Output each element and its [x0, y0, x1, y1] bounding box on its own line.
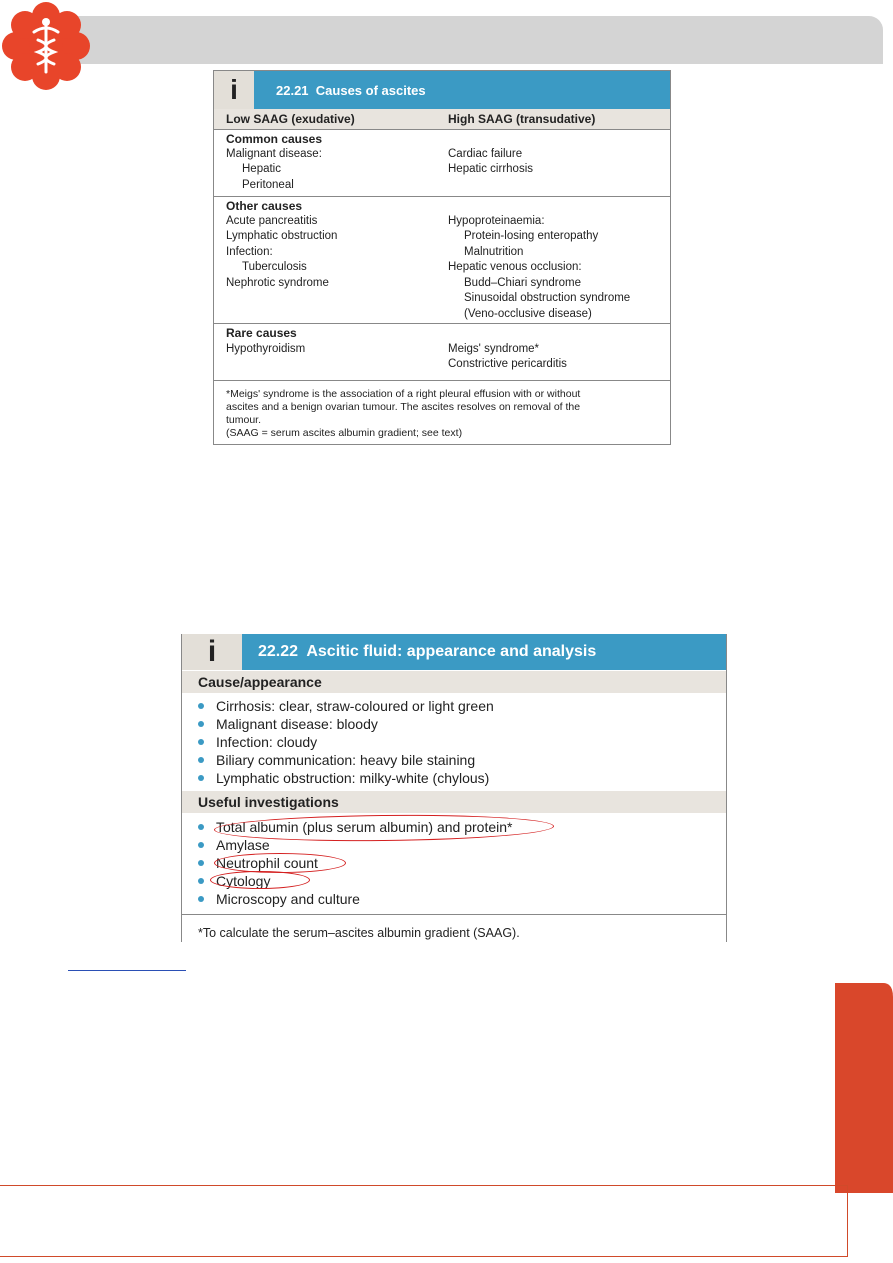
column-header-low-saag: Low SAAG (exudative) — [226, 112, 355, 126]
table-ascitic-fluid-analysis — [181, 634, 727, 942]
table-footnote: *To calculate the serum–ascites albumin gradient (SAAG). — [198, 926, 520, 940]
cause-item: Meigs' syndrome* — [448, 343, 540, 355]
medical-caduceus-logo-icon — [0, 0, 92, 92]
cause-item: (Veno-occlusive disease) — [464, 308, 592, 320]
info-icon: i — [214, 71, 254, 109]
cause-item: Hypothyroidism — [226, 343, 306, 355]
bullet-icon — [198, 842, 204, 848]
header-band — [40, 16, 883, 64]
table-title-text: Causes of ascites — [315, 83, 426, 98]
bullet-icon — [198, 775, 204, 781]
bullet-icon — [198, 824, 204, 830]
footnote-line: (SAAG = serum ascites albumin gradient; see text) — [226, 427, 463, 439]
list-item: Neutrophil count — [198, 854, 318, 872]
cause-item: Constrictive pericarditis — [448, 358, 567, 370]
list-item: Total albumin (plus serum albumin) and protein* — [198, 818, 512, 836]
table-title-text: Ascitic fluid: appearance and analysis — [306, 643, 597, 660]
annotation-ellipse — [210, 871, 310, 889]
cause-item: Hepatic cirrhosis — [448, 163, 533, 175]
bullet-icon — [198, 721, 204, 727]
cause-item: Protein-losing enteropathy — [464, 230, 599, 242]
footnote-line: ascites and a benign ovarian tumour. The ascites resolves on removal of the — [226, 401, 581, 413]
list-item: Cytology — [198, 872, 270, 890]
bullet-icon — [198, 757, 204, 763]
table-number: 22.22 — [258, 643, 299, 660]
cause-item: Malnutrition — [464, 246, 524, 258]
section-heading: Other causes — [226, 199, 303, 213]
bullet-icon — [198, 896, 204, 902]
cause-item: Peritoneal — [242, 179, 294, 191]
cause-item: Nephrotic syndrome — [226, 277, 329, 289]
footer-box — [0, 1185, 848, 1257]
table-header — [182, 634, 726, 670]
list-item: Microscopy and culture — [198, 890, 360, 908]
list-item: Biliary communication: heavy bile staining — [198, 751, 475, 769]
cause-item: Acute pancreatitis — [226, 215, 318, 227]
section-heading: Common causes — [226, 132, 323, 146]
table-footnote — [214, 381, 670, 441]
cause-item: Tuberculosis — [242, 261, 307, 273]
cause-item: Cardiac failure — [448, 148, 523, 160]
underline-mark — [68, 970, 186, 971]
cause-item: Hepatic venous occlusion: — [448, 261, 582, 273]
info-icon: i — [182, 634, 242, 670]
divider — [182, 914, 726, 915]
list-item: Lymphatic obstruction: milky-white (chylous) — [198, 769, 489, 787]
column-headers — [214, 109, 670, 130]
cause-item: Budd–Chiari syndrome — [464, 277, 581, 289]
list-item: Infection: cloudy — [198, 733, 317, 751]
bullet-icon — [198, 860, 204, 866]
cause-item: Malignant disease: — [226, 148, 322, 160]
table-title — [276, 71, 426, 111]
section-other-causes — [214, 197, 670, 324]
bullet-icon — [198, 878, 204, 884]
section-rare-causes — [214, 324, 670, 381]
list-item: Cirrhosis: clear, straw-coloured or light green — [198, 697, 494, 715]
table-number: 22.21 — [276, 83, 309, 98]
footnote-line: tumour. — [226, 414, 262, 426]
cause-item: Hypoproteinaemia: — [448, 215, 545, 227]
section-heading: Rare causes — [226, 326, 297, 340]
table-causes-of-ascites — [213, 70, 671, 445]
footnote-line: *Meigs' syndrome is the association of a right pleural effusion with or without — [226, 388, 581, 400]
section-common-causes — [214, 130, 670, 197]
section-heading-useful-investigations: Useful investigations — [182, 791, 726, 813]
page-side-tab — [835, 983, 893, 1193]
table-header — [214, 71, 670, 109]
list-item: Amylase — [198, 836, 270, 854]
cause-item: Infection: — [226, 246, 273, 258]
table-title — [258, 634, 596, 670]
cause-item: Lymphatic obstruction — [226, 230, 338, 242]
bullet-icon — [198, 703, 204, 709]
cause-item: Sinusoidal obstruction syndrome — [464, 292, 631, 304]
column-header-high-saag: High SAAG (transudative) — [448, 112, 596, 126]
bullet-icon — [198, 739, 204, 745]
section-heading-cause-appearance: Cause/appearance — [182, 671, 726, 693]
cause-item: Hepatic — [242, 163, 281, 175]
list-item: Malignant disease: bloody — [198, 715, 378, 733]
annotation-ellipse — [214, 853, 346, 873]
